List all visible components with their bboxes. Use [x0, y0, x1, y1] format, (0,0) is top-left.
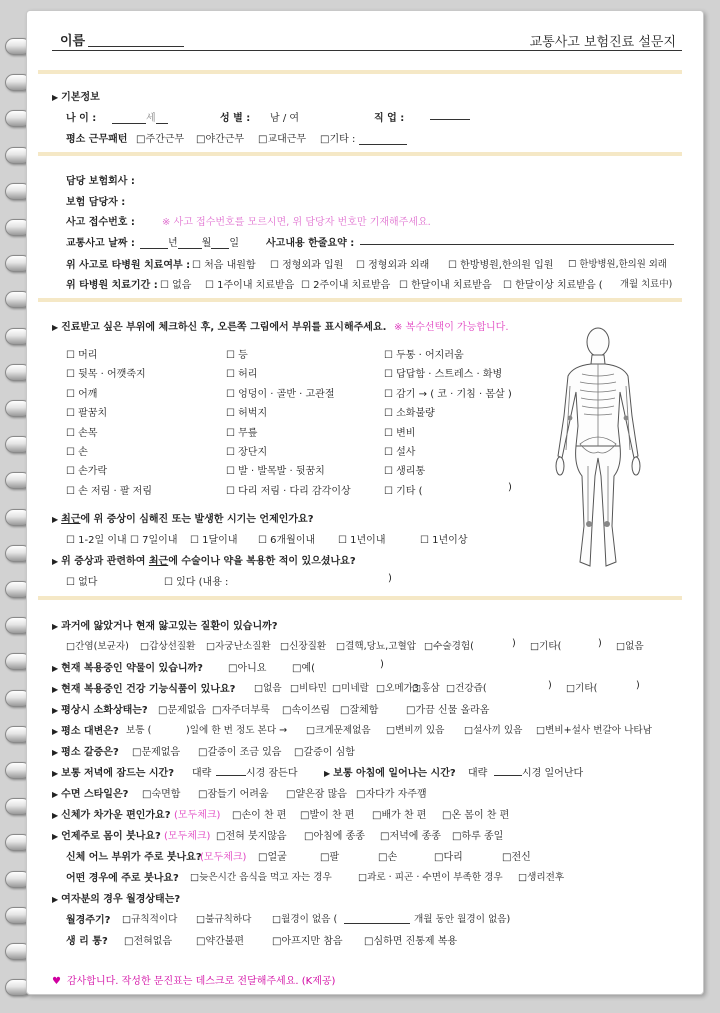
job-field[interactable]: [430, 109, 470, 120]
separator: [38, 596, 682, 600]
age-field[interactable]: 세: [112, 109, 168, 124]
all-check-tag: (모두체크): [164, 831, 211, 842]
name-label: 이름: [60, 34, 86, 49]
q-menstrual: ▶ 여자분의 경우 월경상태는?: [52, 894, 181, 905]
q-thirst: ▶ 평소 갈증은?: [52, 747, 119, 758]
disease-option[interactable]: □자궁난소질환: [206, 641, 271, 652]
cycle-option[interactable]: □규칙적이다: [122, 914, 178, 925]
work-option[interactable]: □주간근무: [136, 134, 185, 145]
triangle-icon: ▶: [52, 706, 59, 715]
triangle-icon: ▶: [52, 832, 59, 841]
triangle-icon: ▶: [52, 790, 59, 799]
triangle-icon: ▶: [52, 811, 59, 820]
period-option[interactable]: ☐ 2주이내 치료받음: [301, 280, 391, 291]
accident-date-field[interactable]: 년 월 일: [140, 234, 239, 249]
triangle-icon: ▶: [52, 622, 59, 631]
thirst-option[interactable]: □문제없음: [132, 747, 181, 758]
work-pattern-label: 평소 근무패턴: [66, 134, 128, 145]
period-months[interactable]: 개월 치료中): [620, 279, 673, 290]
period-option[interactable]: ☐ 한달이내 치료받음: [399, 280, 492, 291]
supplement-option[interactable]: □건강즙(: [446, 683, 487, 694]
cold-option[interactable]: □발이 찬 편: [300, 810, 355, 821]
swelling-part-option[interactable]: □팔: [320, 852, 340, 863]
q-sleep: ▶ 수면 스타일은?: [52, 789, 129, 800]
all-check-tag: (모두체크): [200, 852, 247, 863]
pain-option[interactable]: □아프지만 참음: [272, 936, 343, 947]
supplement-option[interactable]: ): [548, 680, 552, 691]
swelling-time-option[interactable]: □아침에 종종: [304, 831, 365, 842]
cold-option[interactable]: □손이 찬 편: [232, 810, 287, 821]
medication-option[interactable]: □아니요: [228, 663, 267, 674]
body-part-option[interactable]: ☐ 설사: [384, 447, 416, 458]
onset-option[interactable]: ☐ 1년이상: [420, 535, 468, 546]
skeleton-figure[interactable]: [548, 326, 648, 576]
waketime-field[interactable]: [494, 764, 522, 776]
digestion-option[interactable]: □자주더부룩: [212, 705, 270, 716]
pain-option[interactable]: □전혀없음: [124, 936, 173, 947]
pain-label: 생 리 통?: [66, 936, 108, 947]
claim-note: ※ 사고 접수번호를 모르시면, 위 담당자 번호만 기재해주세요.: [162, 217, 431, 228]
body-part-option[interactable]: ☐ 등: [226, 350, 248, 361]
body-part-option[interactable]: ☐ 소화불량: [384, 408, 435, 420]
triangle-icon: ▶: [52, 727, 59, 736]
cycle-option[interactable]: □월경이 없음 (: [272, 914, 338, 925]
supplement-option[interactable]: ): [636, 680, 640, 691]
onset-question: ▶ 최근에 위 증상이 심해진 또는 발생한 시기는 언제인가요?: [52, 514, 314, 525]
body-part-option[interactable]: ☐ 어깨: [66, 388, 98, 400]
onset-option[interactable]: ☐ 1-2일 이내: [66, 535, 127, 546]
body-part-option[interactable]: ☐ 뒷목 · 어깻죽지: [66, 369, 146, 381]
onset-option[interactable]: ☐ 1년이내: [338, 535, 386, 546]
heart-icon: ♥: [52, 976, 61, 987]
cycle-months-field[interactable]: [344, 912, 410, 924]
body-part-option[interactable]: ☐ 손가락: [66, 466, 108, 478]
stool-option[interactable]: □변비끼 있음: [386, 725, 445, 736]
disease-option[interactable]: □간염(보균자): [66, 641, 129, 652]
body-part-option[interactable]: ☐ 두통 · 어지러움: [384, 350, 464, 361]
bedtime-field[interactable]: [216, 764, 246, 776]
body-part-option[interactable]: ☐ 감기 → ( 코 · 기침 · 몸살 ): [384, 388, 512, 400]
insurance-company-label: 담당 보험회사 :: [66, 176, 135, 187]
q-swelling-part: 신체 어느 부위가 주로 붓나요?: [66, 852, 202, 863]
header-rule: [52, 50, 682, 51]
digestion-option[interactable]: □잘체함: [340, 705, 379, 716]
swelling-time-option[interactable]: □저녁에 종종: [380, 831, 441, 842]
thirst-option[interactable]: □갈증이 조금 있음: [198, 747, 282, 758]
other-hospital-option[interactable]: ☐ 처음 내원함: [192, 260, 256, 271]
disease-option[interactable]: ): [512, 638, 516, 649]
surgery-option-yes[interactable]: ☐ 있다 (내용 :: [164, 577, 229, 588]
q-bedtime: ▶ 보통 저녁에 잠드는 시간?: [52, 768, 175, 779]
other-hospital-option[interactable]: ☐ 한방병원,한의원 입원: [448, 260, 554, 271]
triangle-icon: ▶: [324, 769, 331, 778]
triangle-icon: ▶: [52, 323, 59, 332]
name-input-line[interactable]: [88, 46, 184, 47]
disease-option[interactable]: □수술경험(: [424, 641, 474, 652]
stool-option[interactable]: □설사끼 있음: [464, 725, 523, 736]
q-stool: ▶ 평소 대변은?: [52, 726, 119, 737]
other-hospital-option[interactable]: ☐ 정형외과 입원: [270, 260, 344, 271]
swelling-case-option[interactable]: □과로 · 피곤 · 수면이 부족한 경우: [358, 872, 503, 883]
cycle-label: 월경주기?: [66, 915, 111, 926]
body-part-option[interactable]: ☐ 허벅지: [226, 408, 268, 420]
claim-number-label: 사고 접수번호 :: [66, 217, 135, 228]
summary-field[interactable]: [360, 234, 674, 245]
period-option[interactable]: ☐ 없음: [160, 280, 192, 291]
body-part-option[interactable]: ☐ 무릎: [226, 427, 258, 439]
all-check-tag: (모두체크): [174, 810, 221, 821]
q-supplement: ▶ 현재 복용중인 건강 기능식품이 있나요?: [52, 684, 236, 695]
other-hospital-label: 위 사고로 타병원 치료여부 :: [66, 260, 191, 271]
medication-option[interactable]: ): [380, 659, 384, 670]
work-option[interactable]: □야간근무: [196, 134, 245, 145]
swelling-case-option[interactable]: □생리전후: [518, 872, 565, 883]
stool-option[interactable]: □변비+설사 번갈아 나타남: [536, 725, 652, 736]
triangle-icon: ▶: [52, 769, 59, 778]
body-part-option[interactable]: ☐ 답답함 · 스트레스 · 화병: [384, 369, 503, 381]
body-part-option[interactable]: ☐ 생리통: [384, 466, 426, 478]
stool-option[interactable]: □크게문제없음: [306, 725, 371, 736]
swelling-part-option[interactable]: □전신: [502, 852, 531, 863]
triangle-icon: ▶: [52, 93, 59, 102]
body-part-option[interactable]: ☐ 허리: [226, 369, 258, 381]
disease-option[interactable]: □신장질환: [280, 641, 327, 652]
sleep-option[interactable]: □자다가 자주깸: [356, 789, 427, 800]
q-cold: ▶ 신체가 차가운 편인가요?: [52, 810, 171, 821]
waketime-prefix: 대략: [468, 768, 488, 779]
triangle-icon: ▶: [52, 557, 59, 566]
supplement-option[interactable]: □홍삼: [412, 683, 440, 694]
swelling-part-option[interactable]: □얼굴: [258, 852, 287, 863]
body-part-option[interactable]: ☐ 팔꿈치: [66, 408, 108, 420]
work-option[interactable]: □교대근무: [258, 134, 307, 145]
triangle-icon: ▶: [52, 895, 59, 904]
cold-option[interactable]: □온 몸이 찬 편: [442, 810, 510, 821]
bedtime-prefix: 대략: [192, 768, 212, 779]
digestion-option[interactable]: □속이쓰림: [282, 705, 331, 716]
onset-option[interactable]: ☐ 7일이내: [130, 535, 178, 546]
disease-option[interactable]: ): [598, 638, 602, 649]
summary-label: 사고내용 한줄요약 :: [266, 238, 355, 249]
sex-value[interactable]: 남 / 여: [270, 113, 300, 124]
supplement-option[interactable]: □없음: [254, 683, 282, 694]
supplement-option[interactable]: □오메가3: [376, 683, 419, 694]
sex-label: 성 별 :: [220, 113, 251, 124]
separator: [38, 298, 682, 302]
stool-option[interactable]: )일에 한 번 정도 본다 →: [186, 725, 288, 736]
digestion-option[interactable]: □가끔 신물 올라옴: [406, 705, 490, 716]
surgery-option-none[interactable]: ☐ 없다: [66, 577, 98, 588]
pain-option[interactable]: □약간불편: [196, 936, 245, 947]
q-digestion: ▶ 평상시 소화상태는?: [52, 705, 148, 716]
swelling-part-option[interactable]: □손: [378, 852, 398, 863]
thirst-option[interactable]: □갈증이 심함: [294, 747, 355, 758]
pain-option[interactable]: □심하면 진통제 복용: [364, 936, 458, 947]
q-waketime: ▶ 보통 아침에 일어나는 시간?: [324, 768, 456, 779]
swelling-part-option[interactable]: □다리: [434, 852, 463, 863]
disease-option[interactable]: □기타(: [530, 641, 562, 652]
body-part-option[interactable]: ☐ 다리 저림 · 다리 감각이상: [226, 485, 351, 497]
disease-option[interactable]: □갑상선질환: [140, 641, 196, 652]
bedtime-suffix: 시경 잠든다: [246, 768, 298, 779]
onset-option[interactable]: ☐ 1달이내: [190, 535, 238, 546]
triangle-icon: ▶: [52, 664, 59, 673]
accident-date-label: 교통사고 날짜 :: [66, 238, 135, 249]
separator: [38, 70, 682, 74]
cycle-option[interactable]: 개월 동안 월경이 없음): [414, 914, 511, 925]
sleep-option[interactable]: □잠들기 어려움: [198, 789, 269, 800]
q-swelling-case: 어떤 경우에 주로 붓나요?: [66, 873, 179, 884]
swelling-time-option[interactable]: □전혀 붓지않음: [216, 831, 287, 842]
footer-note: ♥ 감사합니다. 작성한 문진표는 데스크로 전달해주세요. (K제공): [52, 976, 336, 987]
body-part-question: ▶ 진료받고 싶은 부위에 체크하신 후, 오른쪽 그림에서 부위를 표시해주세요.: [52, 322, 387, 333]
work-option-other[interactable]: □기타 :: [320, 130, 407, 145]
q-medication: ▶ 현재 복용중인 약물이 있습니까?: [52, 663, 203, 674]
disease-option[interactable]: □없음: [616, 641, 644, 652]
other-hospital-option[interactable]: ☐ 정형외과 외래: [356, 260, 430, 271]
body-part-option[interactable]: ☐ 발 · 발목발 · 뒷꿈치: [226, 466, 325, 478]
surgery-close-paren: ): [388, 573, 392, 584]
cold-option[interactable]: □배가 찬 편: [372, 810, 427, 821]
insurance-manager-label: 보험 담당자 :: [66, 197, 126, 208]
swelling-case-option[interactable]: □늦은시간 음식을 먹고 자는 경우: [190, 872, 332, 883]
body-part-option[interactable]: ☐ 기타 (: [384, 485, 423, 497]
body-part-option[interactable]: ☐ 장단지: [226, 447, 268, 458]
body-part-option[interactable]: ☐ 변비: [384, 427, 416, 439]
q-swelling-time: ▶ 언제주로 몸이 붓나요?: [52, 831, 161, 842]
digestion-option[interactable]: □문제없음: [158, 705, 207, 716]
triangle-icon: ▶: [52, 515, 59, 524]
onset-option[interactable]: ☐ 6개월이내: [258, 535, 316, 546]
body-part-option[interactable]: ☐ 손: [66, 447, 88, 458]
body-part-option[interactable]: ☐ 머리: [66, 350, 98, 361]
job-label: 직 업 :: [374, 113, 405, 124]
body-part-option[interactable]: ☐ 손목: [66, 427, 98, 439]
period-option[interactable]: ☐ 1주이내 치료받음: [205, 280, 295, 291]
triangle-icon: ▶: [52, 748, 59, 757]
stool-option[interactable]: 보통 (: [126, 725, 152, 736]
sleep-option[interactable]: □숙면함: [142, 789, 181, 800]
sleep-option[interactable]: □얕은잠 많음: [286, 789, 347, 800]
body-part-option[interactable]: ☐ 엉덩이 · 골반 · 고관절: [226, 388, 335, 400]
q-disease: ▶ 과거에 앓았거나 현재 앓고있는 질환이 있습니까?: [52, 621, 278, 632]
multi-select-note: ※ 복수선택이 가능합니다.: [394, 322, 509, 333]
triangle-icon: ▶: [52, 685, 59, 694]
supplement-option[interactable]: □미네랄: [332, 683, 369, 694]
supplement-option[interactable]: □비타민: [290, 683, 327, 694]
swelling-time-option[interactable]: □하루 종일: [452, 831, 504, 842]
treatment-period-label: 위 타병원 치료기간 :: [66, 280, 158, 291]
form-title: 교통사고 보험진료 설문지: [529, 35, 676, 50]
cycle-option[interactable]: □불규칙하다: [196, 914, 252, 925]
age-label: 나 이 :: [66, 113, 97, 124]
body-part-option[interactable]: ☐ 손 저림 · 팔 저림: [66, 485, 152, 497]
surgery-question: ▶ 위 증상과 관련하여 최근에 수술이나 약을 복용한 적이 있으셨나요?: [52, 556, 356, 567]
medication-option[interactable]: □예(: [292, 663, 316, 674]
supplement-option[interactable]: □기타(: [566, 683, 598, 694]
disease-option[interactable]: □결핵,당뇨,고혈압: [336, 641, 417, 652]
basic-section-title: ▶ 기본정보: [52, 92, 100, 103]
separator: [38, 152, 682, 156]
other-hospital-option[interactable]: ☐ 한방병원,한의원 외래: [568, 259, 667, 270]
waketime-suffix: 시경 일어난다: [522, 768, 584, 779]
other-close-paren: ): [508, 481, 512, 493]
period-option[interactable]: ☐ 한달이상 치료받음 (: [503, 280, 603, 291]
